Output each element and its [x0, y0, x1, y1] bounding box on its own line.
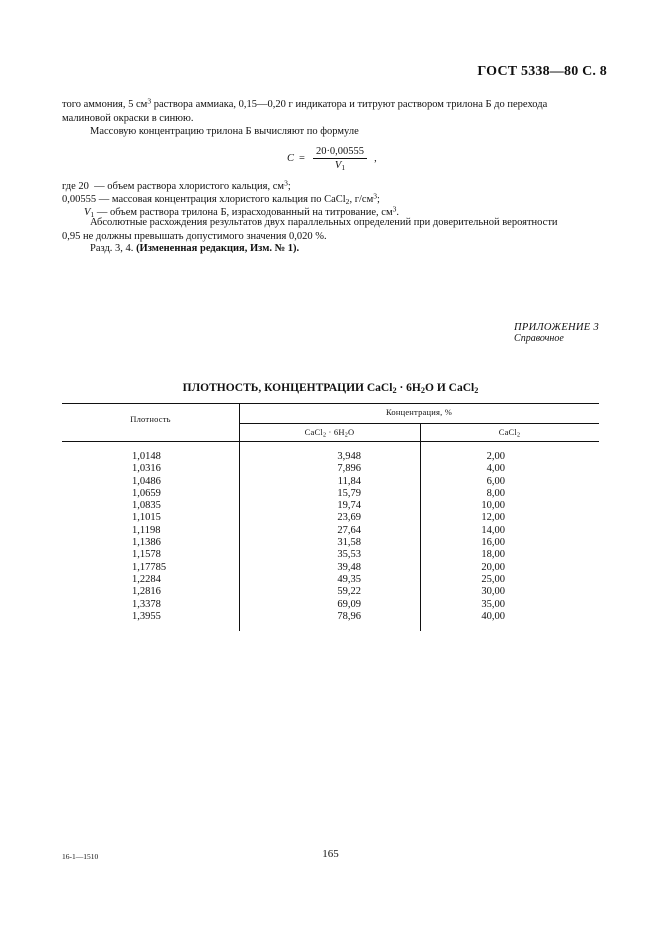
table-cell-density: 1,0148 [132, 451, 161, 462]
table-cell-hexahydrate: 69,09 [337, 598, 361, 610]
table-cell-hexahydrate: 35,53 [337, 549, 361, 561]
paragraph-reagents [62, 98, 602, 126]
table-cell-density: 1,1015 [132, 512, 161, 524]
footer-print-code: 16-1—1510 [62, 852, 99, 861]
paragraph-amendment: Разд. 3, 4. (Измененная редакция, Изм. № 1). [90, 243, 300, 254]
table-cell-hexahydrate: 59,22 [337, 586, 361, 598]
table-title: ПЛОТНОСТЬ, КОНЦЕНТРАЦИИ CaCl$_2$ · $6H_2O$ И CaCl$_2$ [182, 382, 479, 396]
table-column-anhydrous [421, 451, 505, 623]
table-cell-hexahydrate: 27,64 [337, 524, 361, 536]
table-top-rule [62, 403, 599, 404]
table-cell-hexahydrate: 11,84 [337, 475, 361, 487]
table-cell-density: 1,1386 [132, 537, 161, 549]
table-cell-anhydrous: 18,00 [481, 549, 505, 561]
formula-lhs: C [287, 153, 295, 165]
formula-denominator: $V_1$ [334, 160, 346, 172]
table-cell-density: 1,1198 [132, 524, 161, 536]
table-header-hexahydrate: CaCl$_2$ · $6H_2O$ [304, 427, 355, 439]
table-group-rule [239, 423, 599, 424]
paragraph-tolerance [62, 216, 602, 244]
table-cell-anhydrous: 40,00 [481, 610, 505, 622]
table-cell-density: 1,0659 [132, 487, 161, 499]
table-cell-density: 1,0316 [132, 463, 161, 475]
table-cell-hexahydrate: 3,948 [337, 451, 361, 462]
table-cell-hexahydrate: 39,48 [337, 561, 361, 573]
appendix-label [514, 322, 599, 344]
table-cell-anhydrous: 16,00 [481, 537, 505, 549]
table-header-concentration: Концентрация, % [385, 407, 453, 417]
table-cell-density: 1,17785 [132, 561, 167, 573]
definition-volume-cacl: где 20 — объем раствора хлористого кальция, $см^3$; [62, 178, 291, 192]
appendix-subtitle: Справочное [514, 333, 564, 344]
table-cell-hexahydrate: 78,96 [337, 610, 361, 622]
definition-mass-concentration: 0,00555 — массовая концентрация хлористого кальция по CaCl$_2$, $г/см^3$; [62, 191, 380, 206]
table-cell-anhydrous: 12,00 [481, 512, 505, 524]
table-cell-density: 1,2284 [132, 573, 161, 585]
paragraph-line: малиновой окраски в синюю. [62, 113, 194, 124]
density-table [62, 403, 599, 633]
table-cell-anhydrous: 20,00 [481, 561, 505, 573]
table-cell-density: 1,3955 [132, 610, 161, 622]
appendix-title: ПРИЛОЖЕНИЕ 3 [514, 322, 599, 333]
table-cell-anhydrous: 25,00 [481, 573, 505, 585]
formula-numerator: 20·0,00555 [313, 146, 367, 159]
table-cell-hexahydrate: 15,79 [337, 487, 361, 499]
table-header-anhydrous: CaCl$_2$ [498, 427, 521, 439]
table-cell-hexahydrate: 23,69 [337, 512, 361, 524]
formula-fraction [313, 146, 367, 172]
table-cell-anhydrous: 4,00 [486, 463, 505, 475]
paragraph-line: 0,95 не должны превышать допустимого значения 0,020 %. [62, 231, 327, 242]
table-cell-density: 1,3378 [132, 598, 161, 610]
paragraph-formula-intro: Массовую концентрацию трилона Б вычисляют по формуле [90, 126, 359, 137]
formula-tail: , [374, 153, 377, 165]
table-cell-anhydrous: 35,00 [481, 598, 505, 610]
formula [287, 146, 377, 172]
table-column-hexahydrate [240, 451, 361, 623]
table-column-density [132, 451, 222, 623]
table-cell-density: 1,1578 [132, 549, 161, 561]
table-header-rule [62, 441, 599, 442]
page-number: 165 [322, 848, 339, 860]
table-header-density: Плотность [130, 414, 171, 424]
document-header: ГОСТ 5338—80 С. 8 [477, 64, 607, 79]
table-cell-hexahydrate: 7,896 [337, 463, 361, 475]
table-cell-anhydrous: 30,00 [481, 586, 505, 598]
table-cell-anhydrous: 14,00 [481, 524, 505, 536]
paragraph-line: того аммония, 5 $см^3$ раствора аммиака, 0,15—0,20 г индикатора и титруют раствором трилона Б до перехода [62, 96, 548, 110]
table-cell-hexahydrate: 31,58 [337, 537, 361, 549]
table-cell-hexahydrate: 19,74 [337, 500, 361, 512]
paragraph-line: Абсолютные расхождения результатов двух параллельных определений при доверительной вероятности [90, 217, 558, 228]
table-cell-density: 1,2816 [132, 586, 161, 598]
table-cell-anhydrous: 8,00 [486, 487, 505, 499]
table-cell-anhydrous: 10,00 [481, 500, 505, 512]
table-cell-density: 1,0486 [132, 475, 161, 487]
definition-volume-trilon: $V_1$ — объем раствора трилона Б, израсходованный на титрование, $см^3$. [84, 204, 400, 219]
formula-equals: = [299, 153, 305, 165]
table-cell-anhydrous: 2,00 [486, 451, 505, 462]
table-cell-anhydrous: 6,00 [486, 475, 505, 487]
table-cell-hexahydrate: 49,35 [337, 573, 361, 585]
table-cell-density: 1,0835 [132, 500, 161, 512]
